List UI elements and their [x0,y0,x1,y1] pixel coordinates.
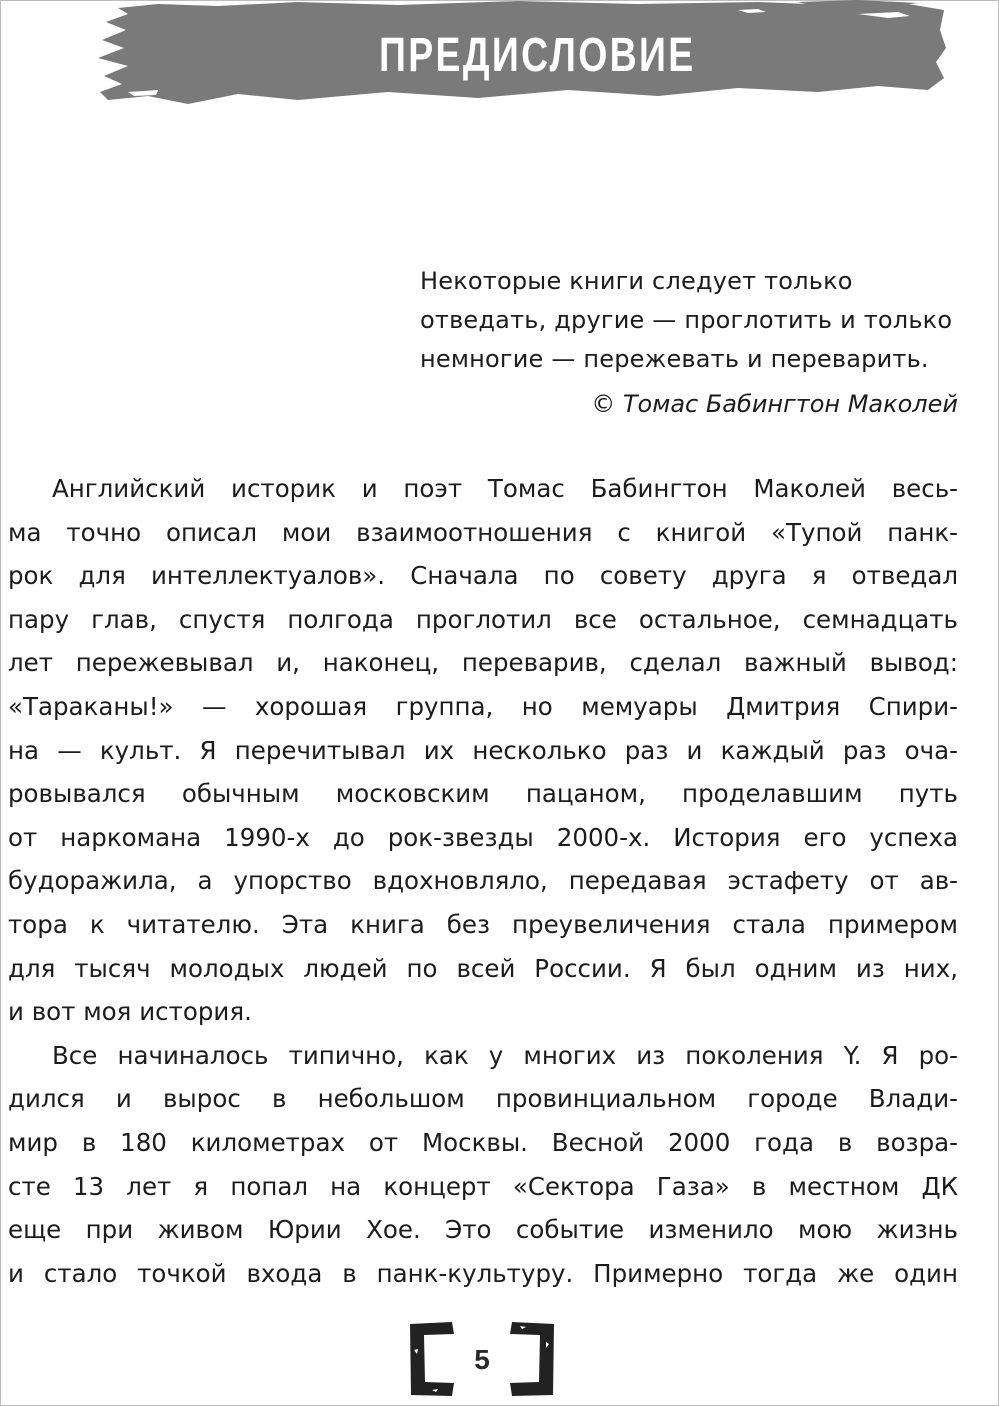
text-line: тора к читателю. Эта книга без преувеличения стала примером [8,909,958,939]
epigraph-attribution: © Томас Бабингтон Маколей [591,390,958,418]
text-line: лет пережевывал и, наконец, переварив, сделал важный вывод: [8,648,958,678]
text-line: Английский историк и поэт Томас Бабингтон Маколей весь- [52,474,958,503]
text-line: на — культ. Я перечитывал их несколько раз и каждый раз оча- [8,735,958,765]
text-line: Все начиналось типично, как у многих из поколения Y. Я ро- [52,1040,958,1070]
text-line: для тысяч молодых людей по всей России. Я был одним из них, [8,953,958,983]
text-line: ма точно описал мои взаимоотношения с книгой «Тупой панк- [8,517,958,547]
chapter-title: ПРЕДИСЛОВИЕ [378,29,696,82]
text-line: «Тараканы!» — хорошая группа, но мемуары Дмитрия Спири- [8,691,958,721]
page-folio [408,1320,556,1398]
epigraph [420,262,958,379]
page-number: 5 [474,1344,490,1375]
epigraph-line: Некоторые книги следует только [420,267,853,295]
text-line: и стало точкой входа в панк-культуру. Примерно тогда же один [8,1258,958,1288]
text-line: и вот моя история. [8,997,252,1027]
text-line: сте 13 лет я попал на концерт «Сектора Газа» в местном ДК [8,1171,958,1201]
text-line: пару глав, спустя полгода проглотил все остальное, семнадцать [8,604,958,634]
text-line: еще при живом Юрии Хое. Это событие изменило мою жизнь [8,1215,958,1245]
text-line: от наркомана 1990-х до рок-звезды 2000-х. История его успеха [8,822,958,852]
text-line: дился и вырос в небольшом провинциальном городе Влади- [8,1084,958,1114]
text-line: будоражила, а упорство вдохновляло, передавая эстафету от ав- [8,866,958,896]
epigraph-line: немногие — пережевать и переварить. [420,345,929,373]
chapter-banner [98,0,948,110]
text-line: ровывался обычным московским пацаном, проделавшим путь [8,779,958,809]
text-line: мир в 180 километрах от Москвы. Весной 2000 года в возра- [8,1127,958,1157]
body-text [8,467,958,1295]
epigraph-line: отведать, другие — проглотить и только [420,306,953,334]
text-line: рок для интеллектуалов». Сначала по совету друга я отведал [8,561,958,591]
